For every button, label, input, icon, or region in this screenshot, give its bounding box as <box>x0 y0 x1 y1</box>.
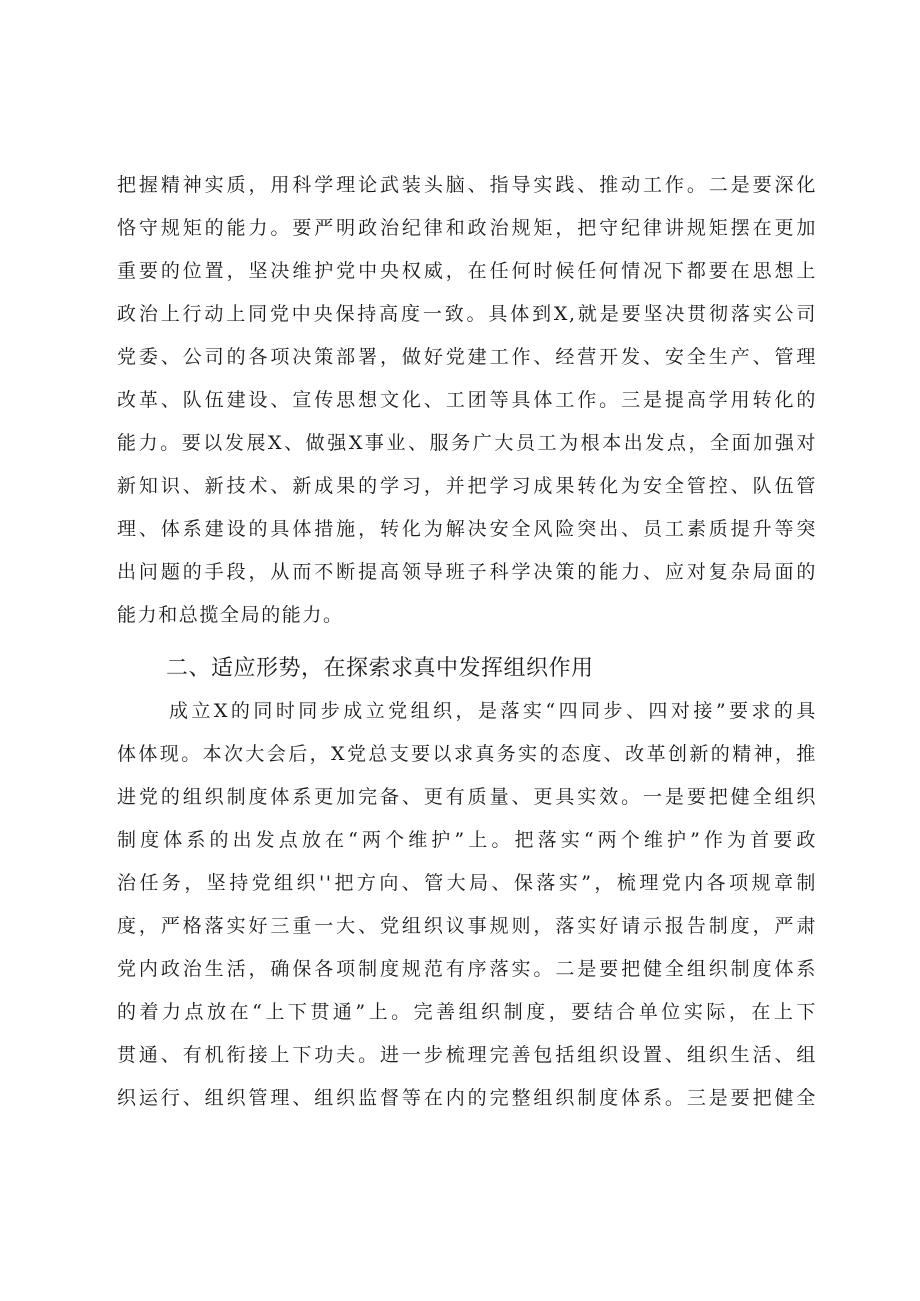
paragraph-line: 制度体系的出发点放在“两个维护”上。把落实“两个维护”作为首要政 <box>117 829 817 851</box>
paragraph-line: 织运行、组织管理、组织监督等在内的完整组织制度体系。三是要把健全 <box>117 1087 817 1109</box>
paragraph-line: 的着力点放在“上下贯通”上。完善组织制度，要结合单位实际，在上下 <box>117 1001 817 1023</box>
paragraph-line: 治任务，坚持党组织''把方向、管大局、保落实”，梳理党内各项规章制 <box>117 872 817 894</box>
paragraph-line: 政治上行动上同党中央保持高度一致。具体到X,就是要坚决贯彻落实公司 <box>117 303 817 325</box>
paragraph-line: 体体现。本次大会后，X党总支要以求真务实的态度、改革创新的精神，推 <box>117 743 817 765</box>
paragraph-line: 进党的组织制度体系更加完备、更有质量、更具实效。一是要把健全组织 <box>117 786 817 808</box>
paragraph-line: 改革、队伍建设、宣传思想文化、工团等具体工作。三是提高学用转化的 <box>117 389 817 411</box>
paragraph-line: 出问题的手段，从而不断提高领导班子科学决策的能力、应对复杂局面的 <box>117 561 817 583</box>
paragraph-line: 恪守规矩的能力。要严明政治纪律和政治规矩，把守纪律讲规矩摆在更加 <box>117 217 817 239</box>
paragraph-line: 贯通、有机衔接上下功夫。进一步梳理完善包括组织设置、组织生活、组 <box>117 1044 817 1066</box>
paragraph-line: 把握精神实质，用科学理论武装头脑、指导实践、推动工作。二是要深化 <box>117 174 817 196</box>
paragraph-line: 党委、公司的各项决策部署，做好党建工作、经营开发、安全生产、管理 <box>117 346 817 368</box>
paragraph-line: 重要的位置，坚决维护党中央权威，在任何时候任何情况下都要在思想上 <box>117 260 817 282</box>
paragraph-line: 理、体系建设的具体措施，转化为解决安全风险突出、员工素质提升等突 <box>117 518 817 540</box>
paragraph-line: 度，严格落实好三重一大、党组织议事规则，落实好请示报告制度，严肃 <box>117 915 817 937</box>
paragraph-2 <box>117 690 817 1120</box>
section-heading: 二、适应形势，在探索求真中发挥组织作用 <box>166 656 594 681</box>
paragraph-line: 党内政治生活，确保各项制度规范有序落实。二是要把健全组织制度体系 <box>117 958 817 980</box>
paragraph-line: 新知识、新技术、新成果的学习，并把学习成果转化为安全管控、队伍管 <box>117 475 817 497</box>
paragraph-line: 成立X的同时同步成立党组织，是落实“四同步、四对接”要求的具 <box>169 700 817 722</box>
paragraph-line: 能力和总揽全局的能力。 <box>117 604 344 626</box>
paragraph-line: 能力。要以发展X、做强X事业、服务广大员工为根本出发点，全面加强对 <box>117 432 817 454</box>
paragraph-1 <box>117 164 817 637</box>
